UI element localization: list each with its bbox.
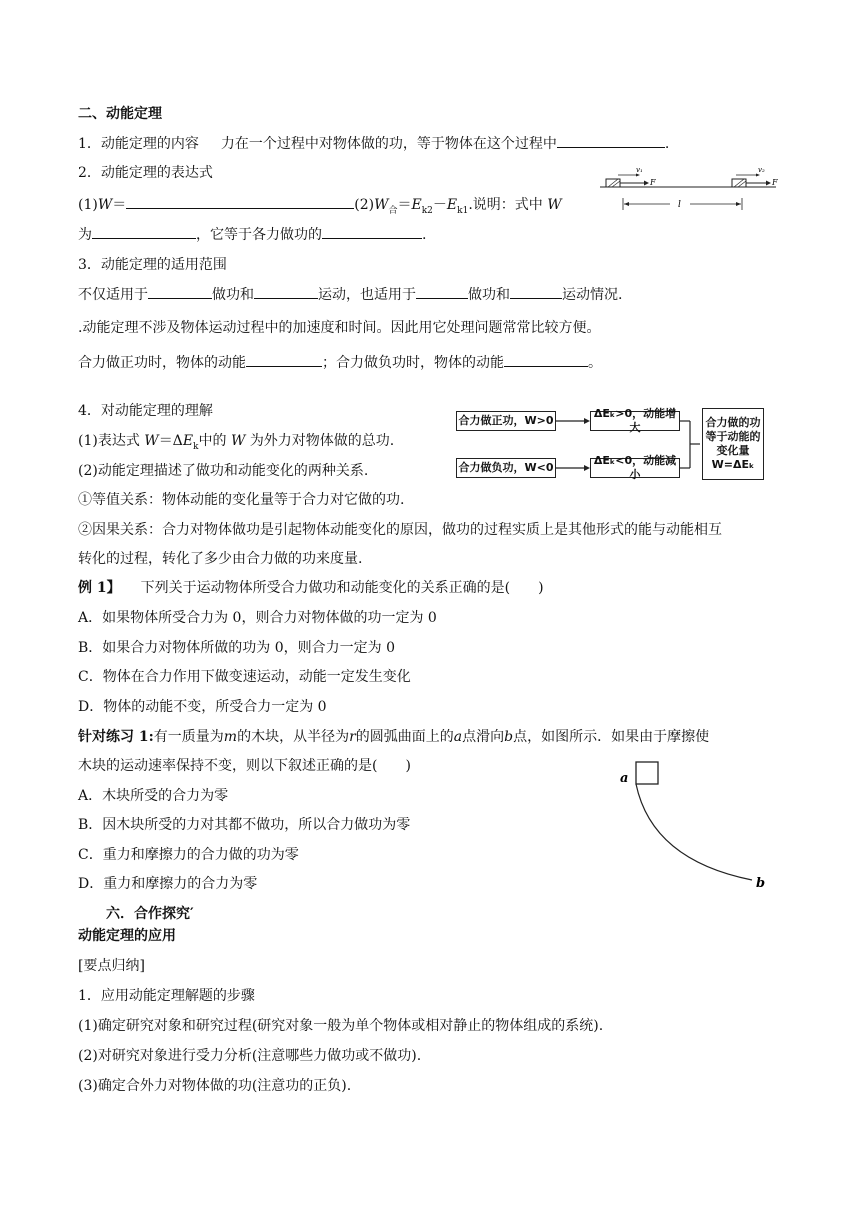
point-a-label: a	[620, 771, 629, 786]
positive-work-box: 合力做正功，W>0	[456, 411, 556, 431]
content-line: 木块的运动速率保持不变，则以下叙述正确的是( )	[78, 758, 411, 774]
understanding-heading: 4．对动能定理的理解	[78, 403, 213, 419]
content-line: ①等值关系：物体动能的变化量等于合力对它做的功.	[78, 492, 405, 508]
option-c: C．物体在合力作用下做变速运动，动能一定发生变化	[78, 669, 411, 685]
block-icon	[636, 762, 658, 784]
fill-blank	[92, 224, 196, 239]
step-item: (3)确定合外力对物体做的功(注意功的正负).	[78, 1078, 352, 1094]
option-a: A．如果物体所受合力为 0，则合力对物体做的功一定为 0	[78, 610, 437, 626]
example-question: 例 1】 下列关于运动物体所受合力做功和动能变化的关系正确的是( )	[78, 580, 544, 596]
work-energy-flow-diagram	[456, 408, 772, 484]
energy-increase-box: ΔEₖ>0，动能增大	[590, 411, 680, 431]
option-b: B．因木块所受的力对其都不做功，所以合力做功为零	[78, 817, 411, 833]
expression-heading: 2．动能定理的表达式	[78, 165, 213, 181]
section-heading: 六．合作探究′	[106, 906, 194, 922]
tag-label: [要点归纳]	[78, 958, 145, 974]
v2-label: v₂	[758, 166, 765, 174]
subsection-heading: 动能定理的应用	[78, 928, 176, 944]
steps-heading: 1．应用动能定理解题的步骤	[78, 988, 255, 1004]
scope-heading: 3．动能定理的适用范围	[78, 257, 227, 273]
force-label: F	[650, 178, 656, 187]
arc-path	[636, 784, 752, 880]
force-label: F	[772, 178, 778, 187]
content-line: 转化的过程，转化了多少由合力做的功来度量.	[78, 551, 363, 567]
content-line: 1．动能定理的内容 力在一个过程中对物体做的功，等于物体在这个过程中 .	[78, 133, 669, 154]
fill-blank	[254, 284, 318, 299]
point-b-label: b	[756, 876, 766, 890]
content-line: ②因果关系：合力对物体做功是引起物体动能变化的原因，做功的过程实质上是其他形式的能与动能相互	[78, 522, 722, 538]
practice-question: 针对练习 1:有一质量为m的木块，从半径为r的圆弧曲面上的a点滑向b点，如图所示．如果由于摩擦使	[78, 729, 710, 745]
content-line: 合力做正功时，物体的动能 ；合力做负功时，物体的动能 。	[78, 352, 602, 373]
option-d: D．物体的动能不变，所受合力一定为 0	[78, 699, 327, 715]
step-item: (1)确定研究对象和研究过程(研究对象一般为单个物体或相对静止的物体组成的系统).	[78, 1018, 604, 1034]
content-line: 不仅适用于 做功和 运动，也适用于 做功和 运动情况.	[78, 284, 622, 305]
section-heading: 二、动能定理	[78, 106, 162, 122]
fill-blank	[322, 224, 422, 239]
v1-label: v₁	[636, 166, 643, 174]
fill-blank	[126, 194, 354, 209]
expression-line: $(1)W= (2)W_合=E_{k2}-E_{k1}$.说明：式中 W	[78, 194, 562, 221]
sliding-block-figure	[596, 166, 786, 216]
fill-blank	[416, 284, 468, 299]
fill-blank	[504, 352, 588, 367]
content-line: (1)表达式 $W=\Delta E_k$中的 W 为外力对物体做的总功.	[78, 433, 395, 452]
fill-blank	[557, 133, 665, 148]
option-b: B．如果合力对物体所做的功为 0，则合力一定为 0	[78, 640, 396, 656]
option-c: C．重力和摩擦力的合力做的功为零	[78, 847, 299, 863]
conclusion-box: 合力做的功等于动能的变化量W=ΔEₖ	[702, 408, 764, 480]
content-line: (2)动能定理描述了做功和动能变化的两种关系.	[78, 463, 369, 479]
fill-blank	[510, 284, 562, 299]
negative-work-box: 合力做负功，W<0	[456, 458, 556, 478]
energy-decrease-box: ΔEₖ<0，动能减小	[590, 458, 680, 478]
content-line: .动能定理不涉及物体运动过程中的加速度和时间。因此用它处理问题常常比较方便。	[78, 320, 601, 336]
arc-surface-figure	[616, 760, 776, 890]
option-a: A．木块所受的合力为零	[78, 788, 229, 804]
distance-label: l	[678, 200, 681, 210]
option-d: D．重力和摩擦力的合力为零	[78, 876, 258, 892]
fill-blank	[246, 352, 322, 367]
step-item: (2)对研究对象进行受力分析(注意哪些力做功或不做功).	[78, 1048, 422, 1064]
content-line: 为 ，它等于各力做功的 .	[78, 224, 426, 245]
fill-blank	[148, 284, 212, 299]
